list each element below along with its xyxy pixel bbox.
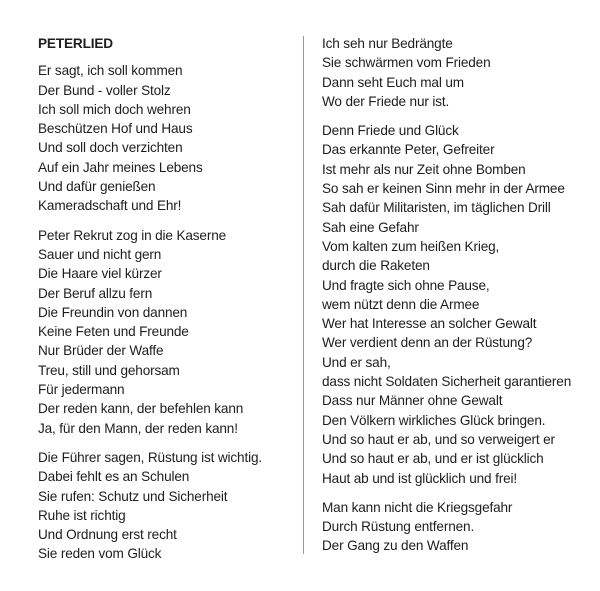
lyric-line: Durch Rüstung entfernen.	[322, 519, 475, 535]
stanza	[322, 121, 592, 488]
lyric-line: Vom kalten zum heißen Krieg,	[322, 238, 500, 254]
lyric-line: Und fragte sich ohne Pause,	[322, 277, 490, 293]
lyric-line: Die Führer sagen, Rüstung ist wichtig.	[38, 449, 262, 465]
lyric-line: Die Haare viel kürzer	[38, 266, 162, 282]
lyric-line: Und dafür genießen	[38, 179, 156, 195]
lyric-line: Das erkannte Peter, Gefreiter	[322, 142, 495, 158]
lyric-line: Er sagt, ich soll kommen	[38, 63, 183, 79]
lyric-line: Keine Feten und Freunde	[38, 324, 189, 340]
lyric-line: Nur Brüder der Waffe	[38, 343, 164, 359]
lyric-line: Und so haut er ab, und er ist glücklich	[322, 451, 544, 467]
stanza	[38, 448, 288, 564]
lyric-line: Dabei fehlt es an Schulen	[38, 469, 190, 485]
lyric-line: Sauer und nicht gern	[38, 246, 162, 262]
lyric-line: Ja, für den Mann, der reden kann!	[38, 420, 238, 436]
lyric-line: Der reden kann, der befehlen kann	[38, 401, 244, 417]
song-title: PETERLIED	[38, 36, 113, 51]
lyric-line: Denn Friede und Glück	[322, 123, 459, 139]
lyric-line: Der Gang zu den Waffen	[322, 538, 469, 554]
right-column	[322, 34, 592, 566]
lyric-line: Die Freundin von dannen	[38, 304, 188, 320]
lyric-line: Den Völkern wirkliches Glück bringen.	[322, 412, 546, 428]
left-column	[38, 34, 288, 574]
lyric-line: Beschützen Hof und Haus	[38, 121, 193, 137]
lyric-line: Ist mehr als nur Zeit ohne Bomben	[322, 161, 526, 177]
lyric-line: Und Ordnung erst recht	[38, 527, 177, 543]
stanza	[322, 34, 592, 111]
lyric-line: Sah dafür Militaristen, im täglichen Drill	[322, 200, 551, 216]
lyric-line: Der Bund - voller Stolz	[38, 82, 171, 98]
column-divider	[303, 36, 304, 554]
lyric-line: Haut ab und ist glücklich und frei!	[322, 470, 517, 486]
stanza	[38, 226, 288, 438]
left-stanzas	[38, 61, 288, 563]
lyric-line: Ruhe ist richtig	[38, 507, 126, 523]
lyric-line: Für jedermann	[38, 382, 125, 398]
stanza	[38, 61, 288, 215]
lyric-line: Sie rufen: Schutz und Sicherheit	[38, 488, 228, 504]
right-stanzas	[322, 34, 592, 556]
lyric-line: Dann seht Euch mal um	[322, 74, 464, 90]
lyric-line: dass nicht Soldaten Sicherheit garantieren	[322, 374, 572, 390]
lyric-line: Der Beruf allzu fern	[38, 285, 153, 301]
lyric-line: Wo der Friede nur ist.	[322, 93, 450, 109]
stanza	[322, 498, 592, 556]
lyric-line: Auf ein Jahr meines Lebens	[38, 159, 203, 175]
lyric-line: Man kann nicht die Kriegsgefahr	[322, 499, 513, 515]
lyric-line: Und so haut er ab, und so verweigert er	[322, 431, 555, 447]
lyric-line: Sah eine Gefahr	[322, 219, 419, 235]
lyric-line: durch die Raketen	[322, 258, 430, 274]
lyric-line: Kameradschaft und Ehr!	[38, 198, 182, 214]
lyric-line: Und er sah,	[322, 354, 391, 370]
lyric-line: Dass nur Männer ohne Gewalt	[322, 393, 503, 409]
lyric-line: Wer hat Interesse an solcher Gewalt	[322, 316, 537, 332]
lyric-line: Ich soll mich doch wehren	[38, 101, 191, 117]
lyric-line: Ich seh nur Bedrängte	[322, 36, 453, 51]
lyric-line: Wer verdient denn an der Rüstung?	[322, 335, 533, 351]
lyric-line: Treu, still und gehorsam	[38, 362, 180, 378]
lyric-line: wem nützt denn die Armee	[322, 296, 480, 312]
lyric-line: Peter Rekrut zog in die Kaserne	[38, 227, 227, 243]
lyric-line: Sie schwärmen vom Frieden	[322, 55, 491, 71]
lyric-line: Sie reden vom Glück	[38, 546, 162, 562]
lyric-line: So sah er keinen Sinn mehr in der Armee	[322, 181, 565, 197]
lyric-line: Und soll doch verzichten	[38, 140, 183, 156]
